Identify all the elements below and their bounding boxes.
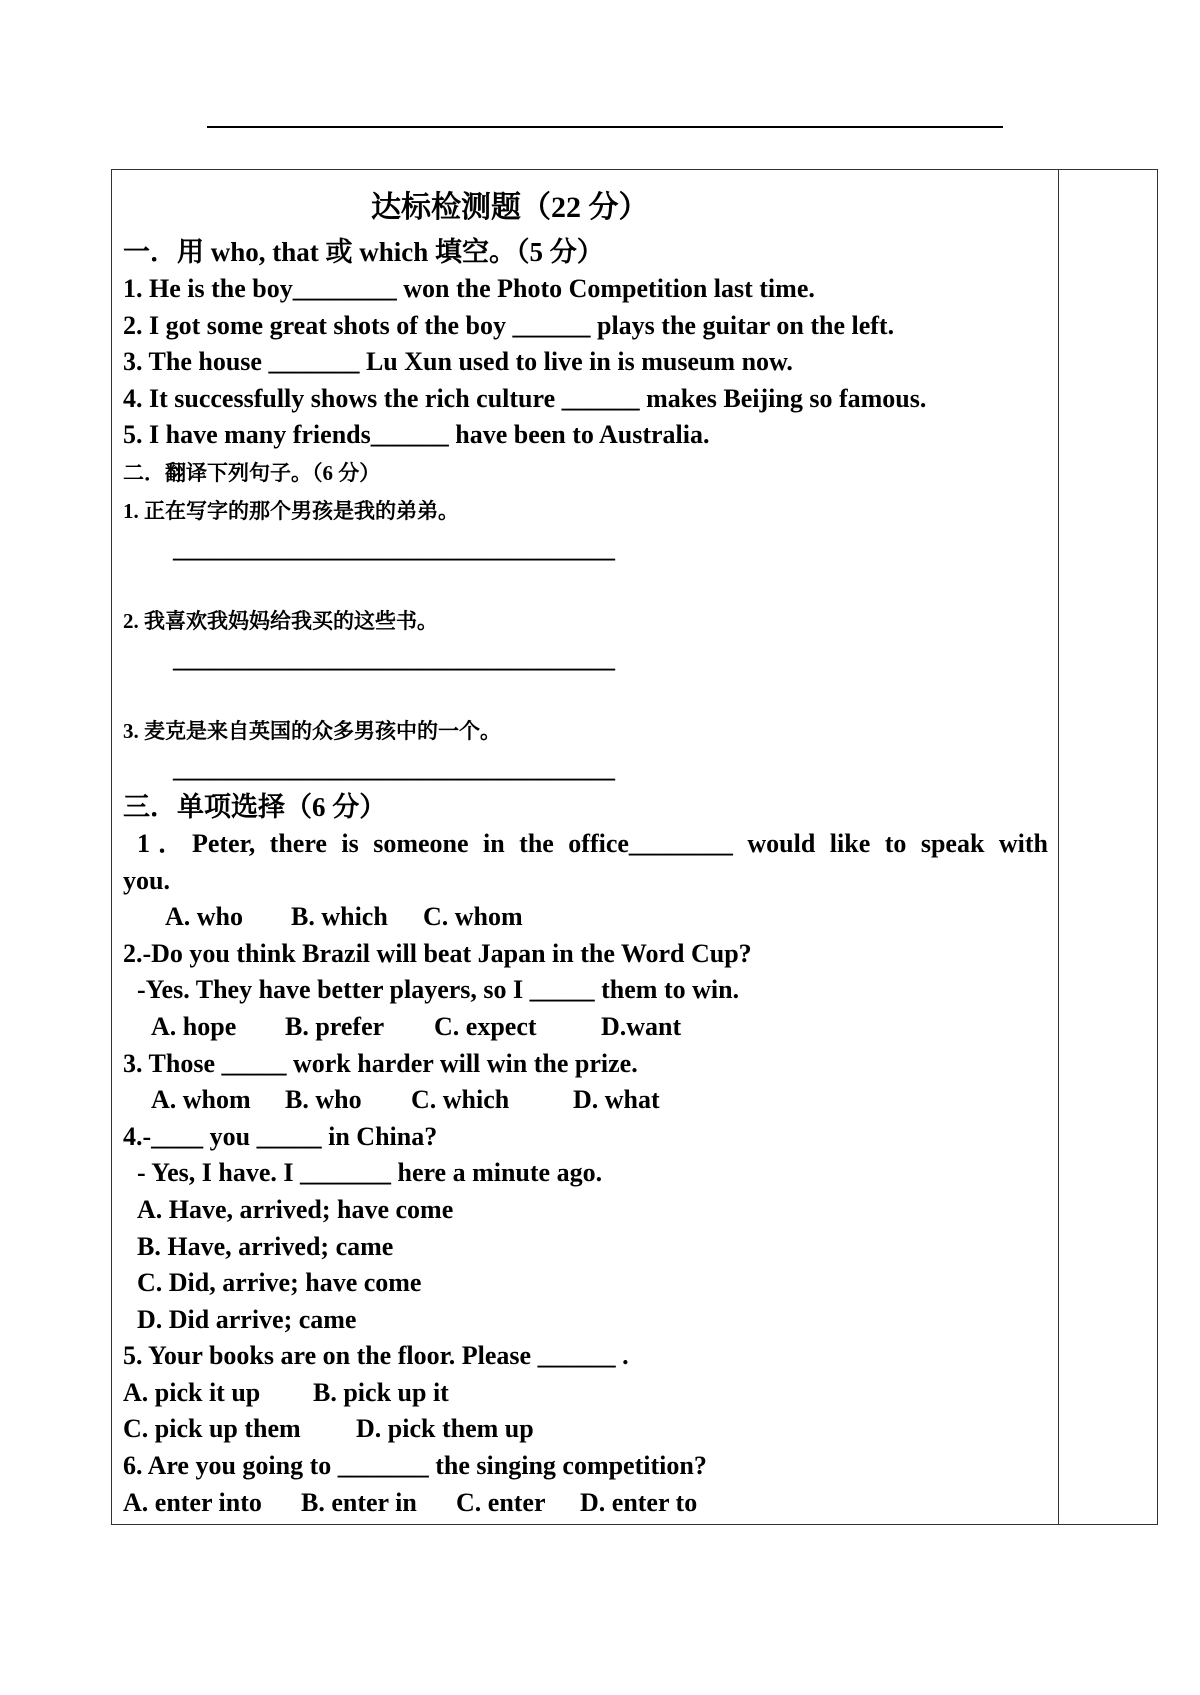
section1-item-1: 1. He is the boy________ won the Photo Competition last time.: [123, 274, 815, 303]
section3-q5-options-row1: [123, 1375, 1048, 1412]
section3-q3-options: [123, 1082, 1048, 1119]
section2-answer-line-2: __________________________________: [173, 643, 615, 673]
section2-question-2: 2. 我喜欢我妈妈给我买的这些书。: [123, 608, 438, 633]
section3-q5-options-row2: [123, 1411, 1048, 1448]
section1-item-5: 5. I have many friends______ have been to Australia.: [123, 420, 710, 450]
option-b: B. pick up it: [313, 1377, 449, 1407]
section1-item-2: 2. I got some great shots of the boy ______ plays the guitar on the left.: [123, 310, 895, 340]
option-a: A. whom: [151, 1085, 251, 1115]
section2-question-3: 3. 麦克是来自英国的众多男孩中的一个。: [123, 718, 501, 743]
section3-q6-stem: 6. Are you going to _______ the singing competition?: [123, 1451, 707, 1481]
section3-q4-option-c: C. Did, arrive; have come: [137, 1268, 422, 1298]
section2-question-1: 1. 正在写字的那个男孩是我的弟弟。: [123, 498, 459, 523]
section1-item-3: 3. The house _______ Lu Xun used to live in is museum now.: [123, 347, 793, 377]
section3-q3-stem: 3. Those _____ work harder will win the prize.: [123, 1048, 638, 1078]
section3-q4-option-a: A. Have, arrived; have come: [137, 1194, 454, 1224]
header-rule: [207, 126, 1003, 128]
option-a: A. enter into: [123, 1487, 262, 1517]
option-b: B. who: [285, 1085, 362, 1115]
section3-q2-dialogue: -Yes. They have better players, so I _____ them to win.: [137, 975, 740, 1005]
section3-q1-options: [123, 899, 1048, 936]
option-a: A. hope: [151, 1011, 237, 1041]
section3-q4-option-d: D. Did arrive; came: [137, 1304, 357, 1334]
section3-q6-options: [123, 1485, 1048, 1522]
page-title: 达标检测题（22 分）: [371, 191, 649, 224]
option-b: B. enter in: [301, 1487, 417, 1517]
option-c: C. enter: [456, 1487, 546, 1517]
section3-q4-stem: 4.-____ you _____ in China?: [123, 1121, 438, 1151]
section3-heading: 三．单项选择（6 分）: [123, 791, 387, 822]
option-c: C. whom: [423, 902, 523, 932]
option-b: B. which: [291, 902, 388, 932]
table-column-divider: [1058, 169, 1059, 1525]
section3-q2-stem: 2.-Do you think Brazil will beat Japan in the Word Cup?: [123, 938, 752, 968]
option-b: B. prefer: [285, 1011, 385, 1041]
option-a: A. who: [165, 902, 244, 932]
section3-q2-options: [123, 1009, 1048, 1046]
option-d: D.want: [601, 1011, 682, 1041]
option-d: D. what: [573, 1085, 660, 1115]
section3-q5-stem: 5. Your books are on the floor. Please ______ .: [123, 1341, 629, 1371]
option-c: C. expect: [434, 1011, 537, 1041]
section2-heading: 二．翻译下列句子。（6 分）: [123, 460, 381, 485]
option-a: A. pick it up: [123, 1377, 261, 1407]
section3-q1-stem-continued: you.: [123, 865, 170, 895]
option-c: C. pick up them: [123, 1414, 301, 1444]
section3-q4-dialogue: - Yes, I have. I _______ here a minute ago.: [137, 1158, 603, 1188]
section1-heading: 一．用 who, that 或 which 填空。（5 分）: [123, 237, 604, 267]
section3-q4-option-b: B. Have, arrived; came: [137, 1231, 394, 1261]
section3-q1-stem: 1．Peter, there is someone in the office________ would like to speak with: [137, 828, 1048, 858]
section1-item-4: 4. It successfully shows the rich culture ______ makes Beijing so famous.: [123, 383, 927, 413]
option-d: D. enter to: [580, 1487, 698, 1517]
option-d: D. pick them up: [356, 1414, 534, 1444]
section2-answer-line-3: __________________________________: [173, 753, 615, 783]
option-c: C. which: [411, 1085, 510, 1115]
worksheet-content: [123, 183, 1048, 1521]
section2-answer-line-1: __________________________________: [173, 533, 615, 563]
